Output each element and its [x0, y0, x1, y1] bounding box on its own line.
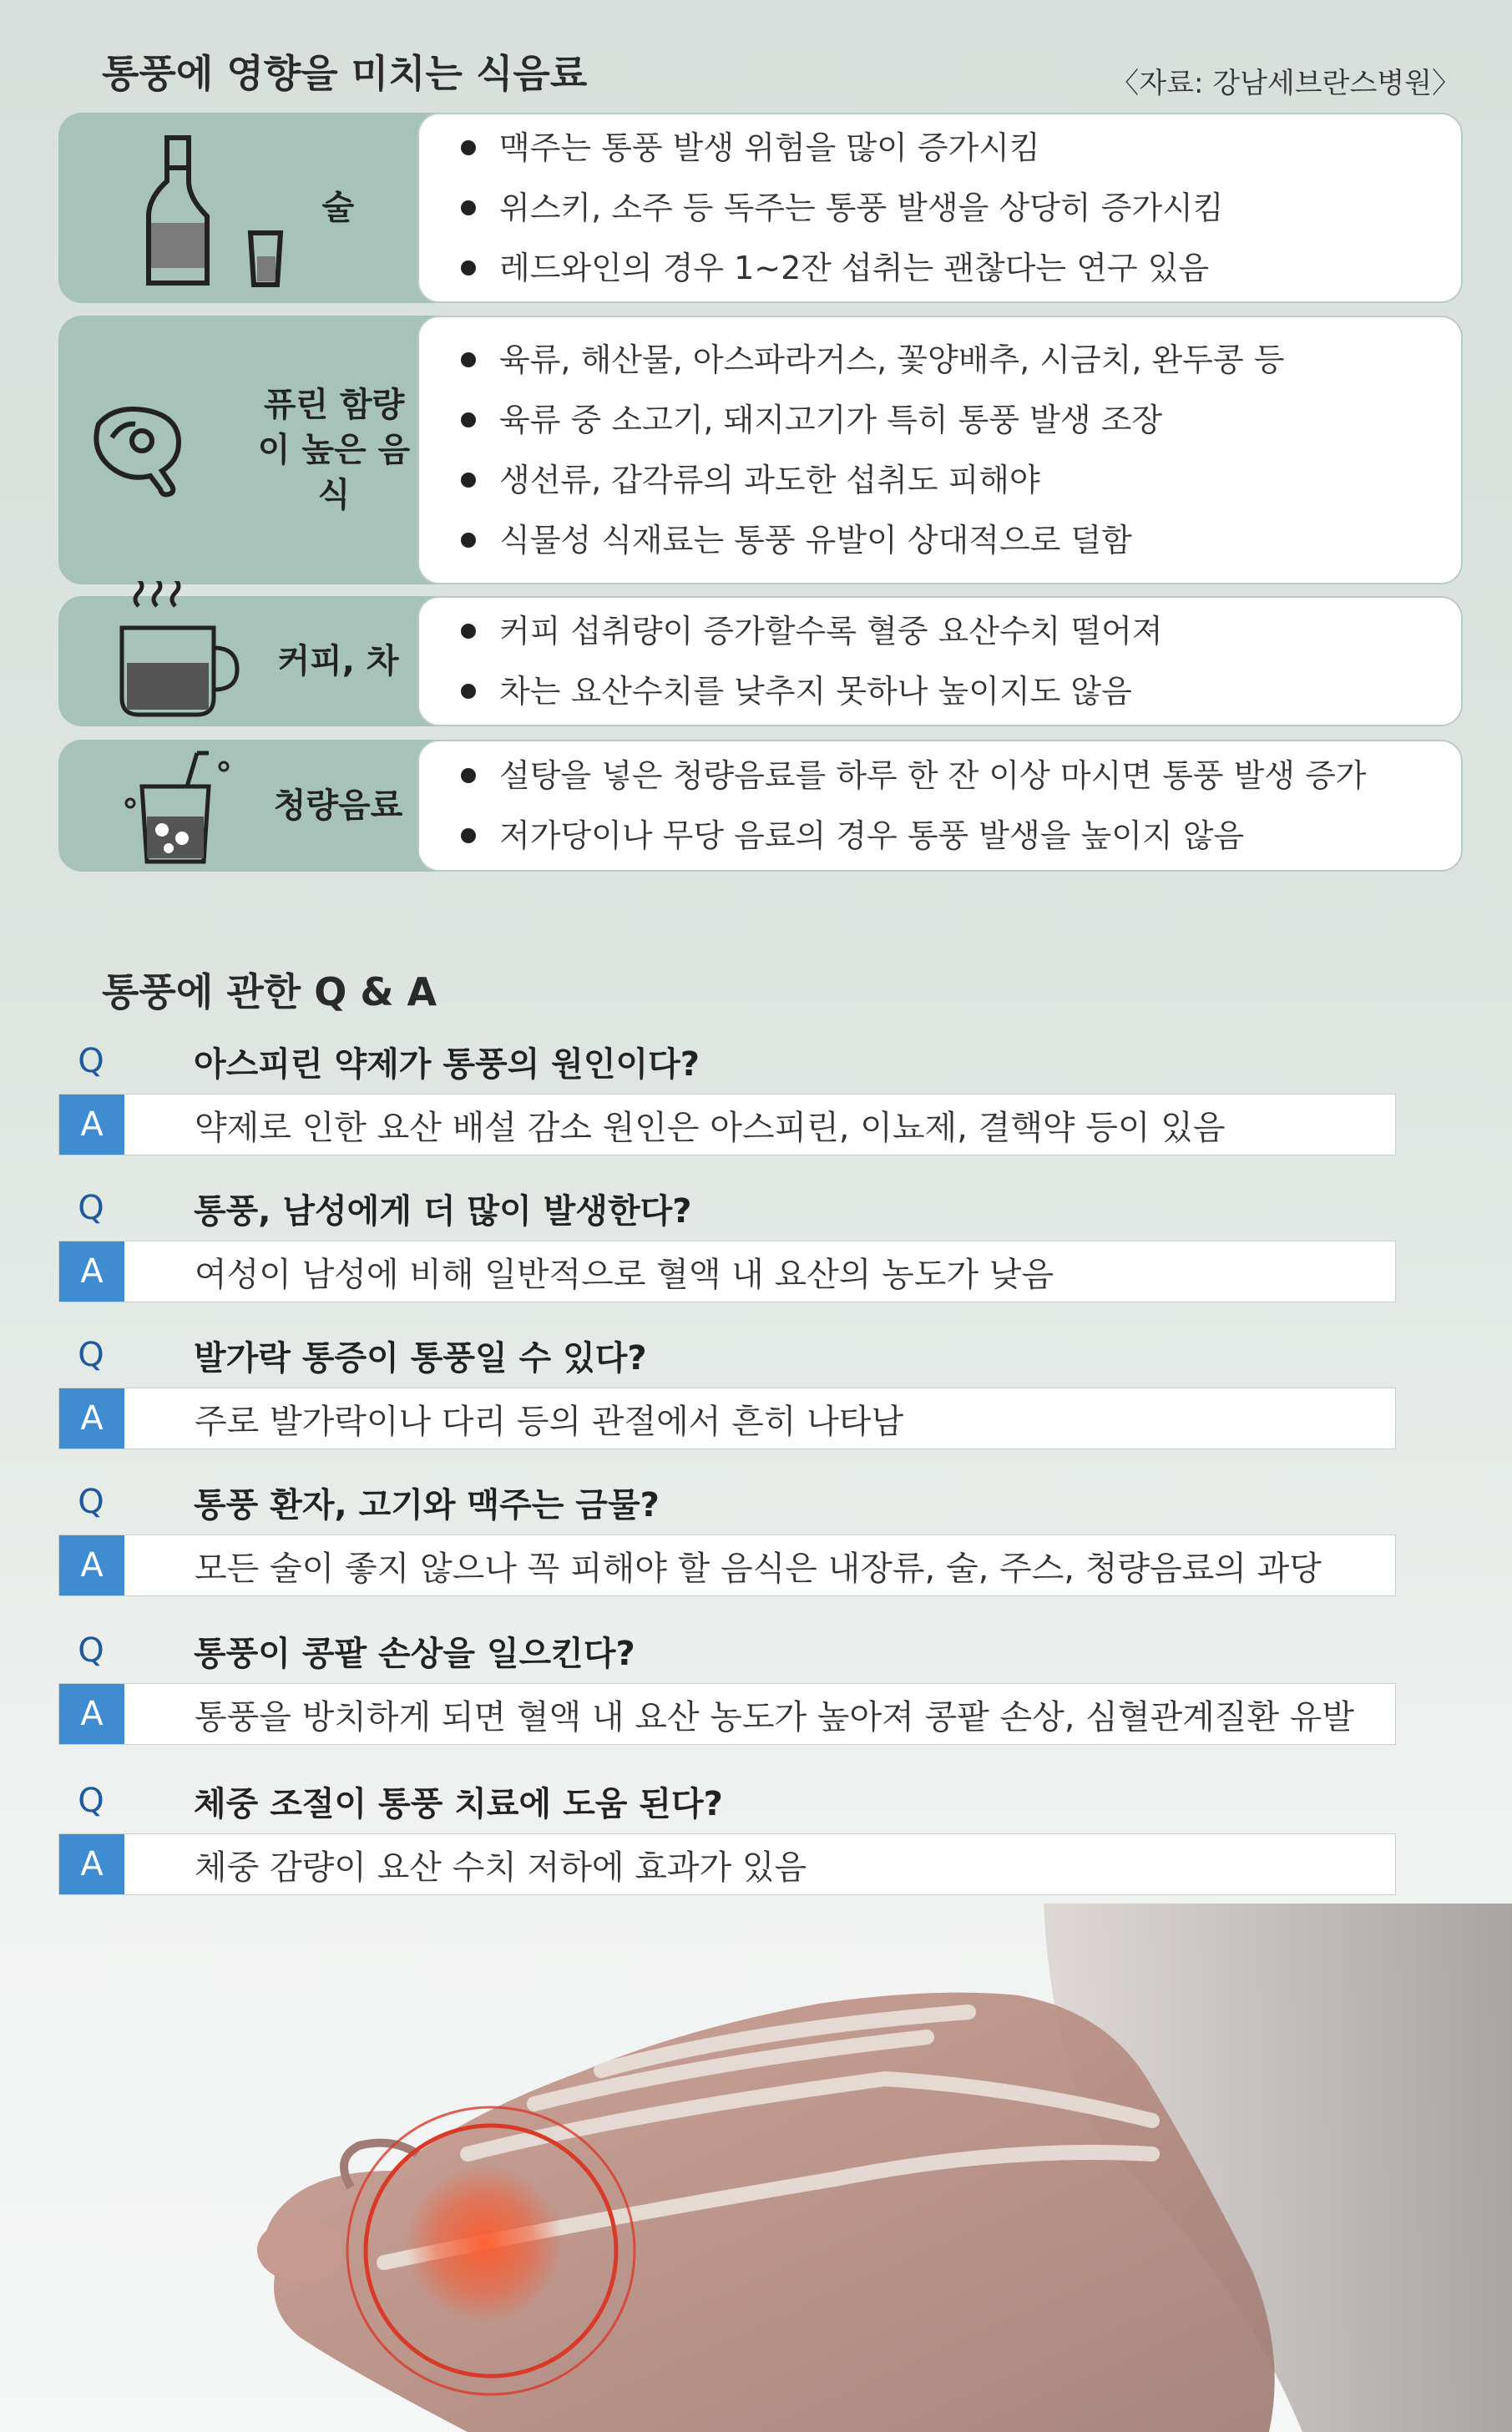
q-marker: Q — [78, 1042, 104, 1080]
answer-row — [58, 1388, 1396, 1449]
a-marker: A — [59, 1684, 124, 1744]
food-row-label: 술 — [321, 189, 355, 227]
inflamed-joint-glow — [405, 2165, 564, 2323]
question-text: 체중 조절이 통풍 치료에 도움 된다? — [194, 1784, 723, 1823]
question-row — [58, 1618, 1396, 1683]
food-row-label: 퓨린 함량이 높은 음식 — [257, 386, 411, 514]
answer-row — [58, 1833, 1396, 1895]
bullet-item: 위스키, 소주 등 독주는 통풍 발생을 상당히 증가시킴 — [461, 192, 1461, 224]
answer-text: 주로 발가락이나 다리 등의 관절에서 흔히 나타남 — [195, 1402, 904, 1441]
food-row-card — [417, 596, 1463, 726]
qa-item — [58, 1469, 1396, 1596]
question-row — [58, 1322, 1396, 1388]
food-row-card — [417, 316, 1463, 584]
question-text: 통풍이 콩팥 손상을 일으킨다? — [194, 1634, 635, 1673]
q-marker: Q — [78, 1483, 104, 1521]
answer-text: 통풍을 방치하게 되면 혈액 내 요산 농도가 높아져 콩팥 손상, 심혈관계질환 유발 — [195, 1697, 1355, 1737]
question-row — [58, 1029, 1396, 1094]
question-text: 아스피린 약제가 통풍의 원인이다? — [194, 1044, 700, 1084]
qa-item — [58, 1768, 1396, 1895]
food-row-label: 커피, 차 — [277, 642, 399, 680]
qa-section-title: 통풍에 관한 Q & A — [102, 969, 437, 1014]
answer-row — [58, 1535, 1396, 1596]
a-marker: A — [59, 1535, 124, 1595]
qa-item — [58, 1322, 1396, 1449]
bullet-item: 저가당이나 무당 음료의 경우 통풍 발생을 높이지 않음 — [461, 820, 1461, 852]
answer-row — [58, 1241, 1396, 1302]
source-credit: 〈자료: 강남세브란스병원〉 — [1110, 67, 1460, 100]
food-section-title: 통풍에 영향을 미치는 식음료 — [102, 51, 588, 96]
bullet-item: 생선류, 갑각류의 과도한 섭취도 피해야 — [461, 464, 1461, 496]
food-row-label: 청량음료 — [273, 786, 403, 825]
question-text: 발가락 통증이 통풍일 수 있다? — [194, 1338, 647, 1378]
food-row-card — [417, 740, 1463, 872]
food-row-coffee-tea — [58, 596, 1463, 726]
question-row — [58, 1469, 1396, 1535]
answer-text: 약제로 인한 요산 배설 감소 원인은 아스피린, 이뇨제, 결핵약 등이 있음 — [195, 1108, 1226, 1147]
qa-item — [58, 1618, 1396, 1745]
bullet-item: 육류 중 소고기, 돼지고기가 특히 통풍 발생 조장 — [461, 404, 1461, 436]
answer-text: 여성이 남성에 비해 일반적으로 혈액 내 요산의 농도가 낮음 — [195, 1255, 1054, 1294]
q-marker: Q — [78, 1336, 104, 1374]
answer-text: 체중 감량이 요산 수치 저하에 효과가 있음 — [195, 1848, 807, 1887]
food-row-purine — [58, 316, 1463, 584]
question-row — [58, 1176, 1396, 1241]
bullet-item: 육류, 해산물, 아스파라거스, 꽃양배추, 시금치, 완두콩 등 — [461, 344, 1461, 376]
q-marker: Q — [78, 1631, 104, 1670]
bullet-item: 차는 요산수치를 낮추지 못하나 높이지도 않음 — [461, 675, 1461, 707]
answer-row — [58, 1683, 1396, 1745]
gout-foot-illustration — [0, 1904, 1512, 2432]
bullet-item: 식물성 식재료는 통풍 유발이 상대적으로 덜함 — [461, 524, 1461, 556]
q-marker: Q — [78, 1782, 104, 1820]
a-marker: A — [59, 1834, 124, 1894]
food-row-alcohol — [58, 113, 1463, 303]
answer-row — [58, 1094, 1396, 1155]
bullet-item: 맥주는 통풍 발생 위험을 많이 증가시킴 — [461, 132, 1461, 164]
q-marker: Q — [78, 1189, 104, 1227]
qa-item — [58, 1029, 1396, 1155]
question-text: 통풍 환자, 고기와 맥주는 금물? — [194, 1485, 660, 1524]
food-row-soft-drinks — [58, 740, 1463, 872]
question-text: 통풍, 남성에게 더 많이 발생한다? — [194, 1191, 692, 1231]
answer-text: 모든 술이 좋지 않으나 꼭 피해야 할 음식은 내장류, 술, 주스, 청량음료의 과당 — [195, 1549, 1322, 1588]
a-marker: A — [59, 1241, 124, 1302]
food-row-card — [417, 113, 1463, 303]
qa-item — [58, 1176, 1396, 1302]
a-marker: A — [59, 1388, 124, 1449]
question-row — [58, 1768, 1396, 1833]
bullet-item: 레드와인의 경우 1~2잔 섭취는 괜찮다는 연구 있음 — [461, 252, 1461, 284]
a-marker: A — [59, 1095, 124, 1155]
bullet-item: 커피 섭취량이 증가할수록 혈중 요산수치 떨어져 — [461, 615, 1461, 647]
bullet-item: 설탕을 넣은 청량음료를 하루 한 잔 이상 마시면 통풍 발생 증가 — [461, 760, 1461, 791]
